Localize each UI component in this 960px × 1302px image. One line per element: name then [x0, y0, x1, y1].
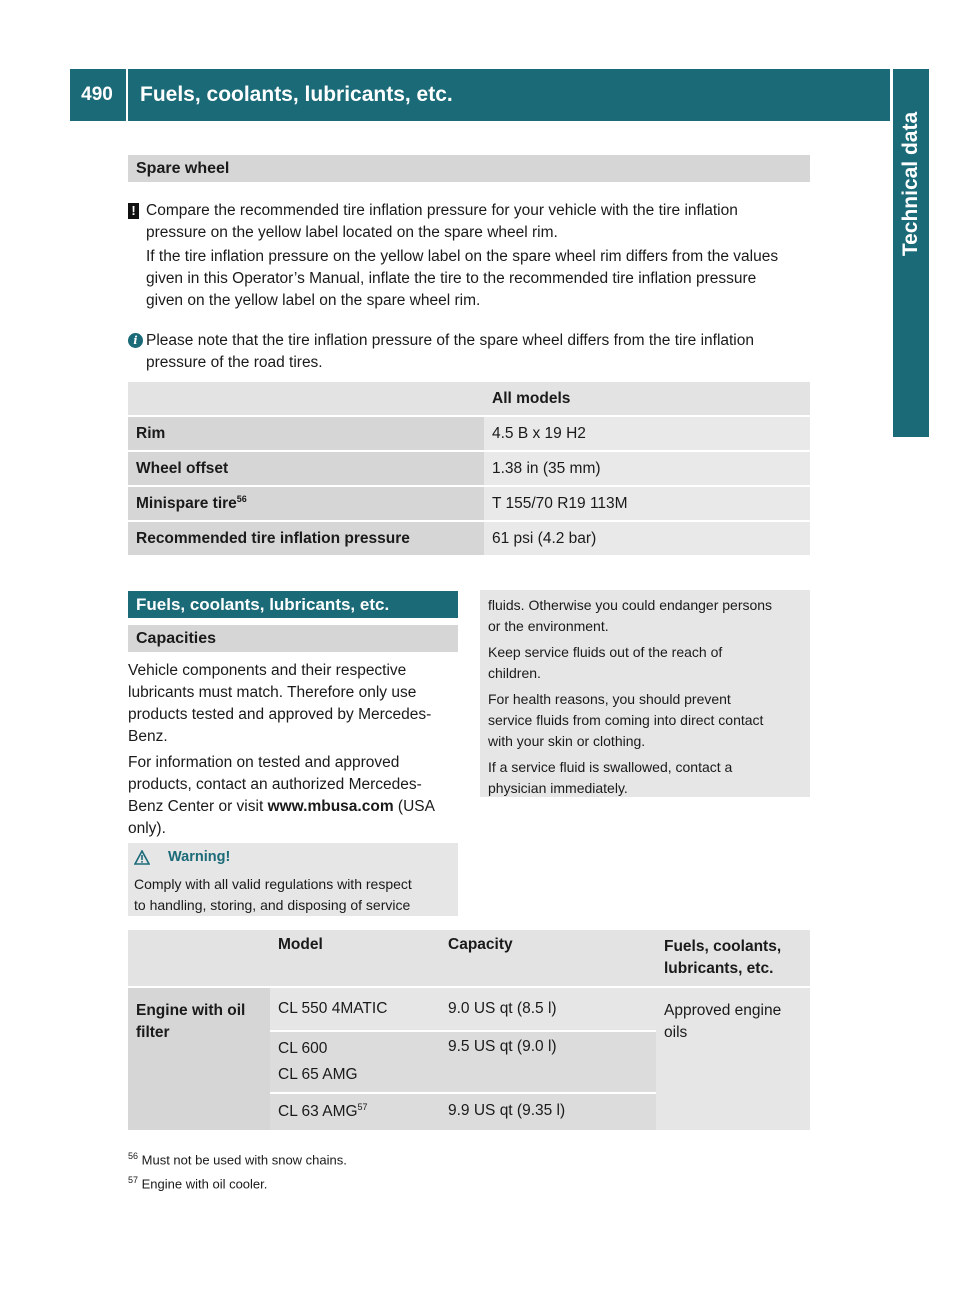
table-header: Fuels, coolants, lubricants, etc.: [656, 930, 810, 987]
table-row-value: 1.38 in (35 mm): [484, 451, 810, 486]
table-cell-capacity: 9.5 US qt (9.0 l): [440, 1031, 656, 1093]
warning-triangle-icon: [134, 850, 150, 865]
table-row-label: Wheel offset: [128, 451, 484, 486]
table-row-label: Minispare tire$^{56}$: [128, 486, 484, 521]
capacities-heading: Capacities: [128, 625, 458, 652]
table-row-value: 4.5 B x 19 H2: [484, 416, 810, 451]
table-cell-capacity: 9.0 US qt (8.5 l): [440, 987, 656, 1031]
page-title: Fuels, coolants, lubricants, etc.: [140, 83, 453, 106]
attention-icon: !: [128, 203, 139, 219]
table-cell-fluid: Approved engine oils: [656, 987, 810, 1131]
spare-wheel-heading: Spare wheel: [128, 155, 810, 182]
warning-text: Comply with all valid regulations with respect to handling, storing, and disposing of service: [134, 876, 412, 913]
table-header: Capacity: [440, 930, 656, 987]
warning-continued-text: fluids. Otherwise you could endanger persons or the environment. Keep service fluids out of the reach of children. For health reasons, you should prevent service fluids from coming into direct contact with your skin or clothing. If a service fluid is swallowed, contact a physician immediately.: [488, 597, 773, 796]
footnote: $^{57}$ Engine with oil cooler.: [128, 1175, 268, 1192]
warning-title: Warning!: [168, 849, 231, 865]
table-cell-capacity: 9.9 US qt (9.35 l): [440, 1093, 656, 1131]
spare-wheel-info: i Please note that the tire inflation pressure of the spare wheel differs from the tire inflation pressure of the road tires.: [128, 330, 818, 374]
page-number: 490: [81, 84, 113, 105]
header-divider: [126, 69, 128, 121]
table-header: All models: [484, 382, 810, 416]
table-row-label: Rim: [128, 416, 484, 451]
table-cell-model: CL 600 CL 65 AMG: [270, 1031, 440, 1093]
spare-wheel-notice: ! Compare the recommended tire inflation pressure for your vehicle with the tire inflation pressure on the yellow label located on the spare wheel rim. If the tire inflation pressure on the yellow label on the spare wheel rim differs from the values given in this Operator’s Manual, inflate the tire to the recommended tire inflation pressure given on the yellow label on the spare wheel rim.: [128, 200, 818, 312]
footnote: $^{56}$ Must not be used with snow chains.: [128, 1151, 347, 1168]
table-row-label: Engine with oil filter: [128, 987, 270, 1131]
spare-wheel-table: [128, 382, 810, 557]
footnotes: [128, 1146, 347, 1195]
fuels-heading: Fuels, coolants, lubricants, etc.: [128, 591, 458, 618]
table-row-label: Recommended tire inflation pressure: [128, 521, 484, 556]
footnote-ref: 57: [357, 1102, 368, 1112]
table-cell-model: CL 63 AMG$^{57}$: [270, 1093, 440, 1131]
table-cell-model: CL 550 4MATIC: [270, 987, 440, 1031]
mbusa-link[interactable]: www.mbusa.com: [267, 798, 394, 815]
table-header: Model: [270, 930, 440, 987]
table-row-value: T 155/70 R19 113M: [484, 486, 810, 521]
footnote-ref: 56: [236, 493, 247, 504]
info-icon: i: [128, 333, 143, 348]
fuels-intro: Vehicle components and their respective lubricants must match. Therefore only use products tested and approved by Mercedes- Benz. For information on tested and approved products, contact an authorized Mercedes- Benz Center or visit www.mbusa.com (USA only).: [128, 662, 435, 837]
table-row-value: 61 psi (4.2 bar): [484, 521, 810, 556]
side-tab-label: Technical data: [899, 111, 923, 257]
capacity-table: [128, 930, 810, 1132]
